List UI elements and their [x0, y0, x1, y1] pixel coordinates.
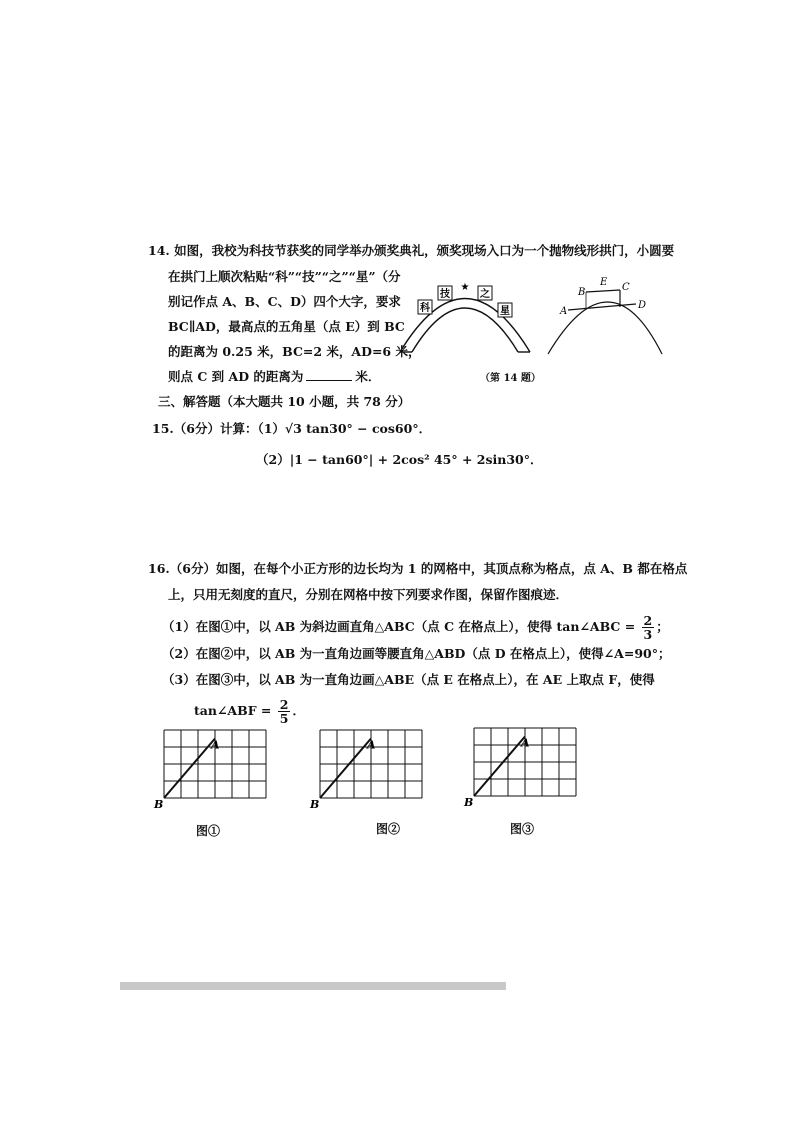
arch-char-zhi-text: 之: [480, 289, 490, 300]
q14-line1: 14. 如图，我校为科技节获奖的同学举办颁奖典礼，颁奖现场入口为一个抛物线形拱门，小圆要: [148, 243, 675, 258]
arch-char-xing: [498, 303, 512, 317]
point-e-label: E: [600, 277, 608, 288]
q14-line4: BC∥AD，最高点的五角星（点 E）到 BC: [168, 319, 405, 334]
grid-label-1: 图①: [196, 824, 221, 838]
grid-label-2: 图②: [376, 822, 401, 836]
grid-figure-2: [308, 726, 443, 808]
q16-part3: （3）在图③中，以 AB 为一直角边画△ABE（点 E 在格点上），在 AE 上取点 F，使得: [162, 672, 655, 687]
grid-figure-1: [152, 726, 287, 808]
arch-char-ke-text: 科: [420, 303, 430, 314]
point-a-label: A: [521, 736, 530, 750]
q16-part1-end: ；: [656, 619, 669, 634]
frac-numerator: 2: [643, 613, 653, 628]
q14-line6-unit: 米．: [355, 369, 381, 384]
point-a-label: A: [560, 306, 568, 317]
grid-figure-3: [462, 724, 597, 806]
star-icon: ★: [460, 282, 470, 293]
q14-figure-caption: （第 14 题）: [480, 373, 541, 384]
point-a-label: A: [367, 738, 376, 752]
point-c-label: C: [622, 282, 630, 293]
arch-char-ji-text: 技: [440, 289, 450, 300]
arch-char-ke: [418, 300, 432, 314]
point-b-label: B: [578, 287, 586, 298]
q15-line2: （2）|1 − tan60°| + 2cos² 45° + 2sin30°．: [256, 452, 543, 467]
q16-part2: （2）在图②中，以 AB 为一直角边画等腰直角△ABD（点 D 在格点上），使得∠A=90°；: [162, 646, 671, 661]
q16-part3-end: ．: [292, 703, 305, 718]
q16-part1-text: （1）在图①中，以 AB 为斜边画直角△ABC（点 C 在格点上），使得 tan∠ABC =: [162, 619, 636, 634]
point-b-label: B: [310, 798, 320, 808]
arch-char-xing-text: 星: [500, 306, 510, 317]
section3-header: 三、解答题（本大题共 10 小题，共 78 分）: [158, 394, 411, 409]
q15-line1: 15.（6分）计算：（1）√3 tan30° − cos60°．: [152, 421, 432, 436]
q14-line6: [168, 369, 380, 385]
q16-line1: 16.（6分）如图，在每个小正方形的边长均为 1 的网格中，其顶点称为格点，点 A、B 都在格点: [148, 561, 688, 576]
q14-line2: 在拱门上顺次粘贴“科”“技”“之”“星”（分: [168, 269, 401, 284]
arch-char-zhi: [478, 286, 492, 300]
point-d-label: D: [638, 300, 647, 311]
q16-part3-fraction: [278, 698, 291, 725]
q16-part3-tan: [194, 698, 305, 725]
q16-part1: [162, 614, 669, 641]
answer-blank: [306, 369, 352, 381]
point-b-label: B: [464, 796, 474, 806]
q14-line6-text: 则点 C 到 AD 的距离为: [168, 369, 304, 384]
q14-line3: 别记作点 A、B、C、D）四个大字，要求: [168, 294, 401, 309]
q14-line5: 的距离为 0.25 米，BC=2 米，AD=6 米，: [168, 344, 421, 359]
q16-part3-tan-text: tan∠ABF =: [194, 703, 272, 718]
point-a-label: A: [211, 738, 220, 752]
frac-denominator: 5: [279, 711, 289, 726]
arch-char-ji: [438, 286, 452, 300]
q16-line2: 上，只用无刻度的直尺，分别在网格中按下列要求作图，保留作图痕迹．: [168, 587, 569, 602]
point-b-label: B: [154, 798, 164, 808]
segment-bc: [586, 290, 620, 292]
footer-bar: [120, 982, 506, 990]
frac-numerator: 2: [279, 697, 289, 712]
grid-label-3: 图③: [510, 822, 535, 836]
frac-denominator: 3: [643, 627, 653, 642]
q16-part1-fraction: [642, 614, 655, 641]
